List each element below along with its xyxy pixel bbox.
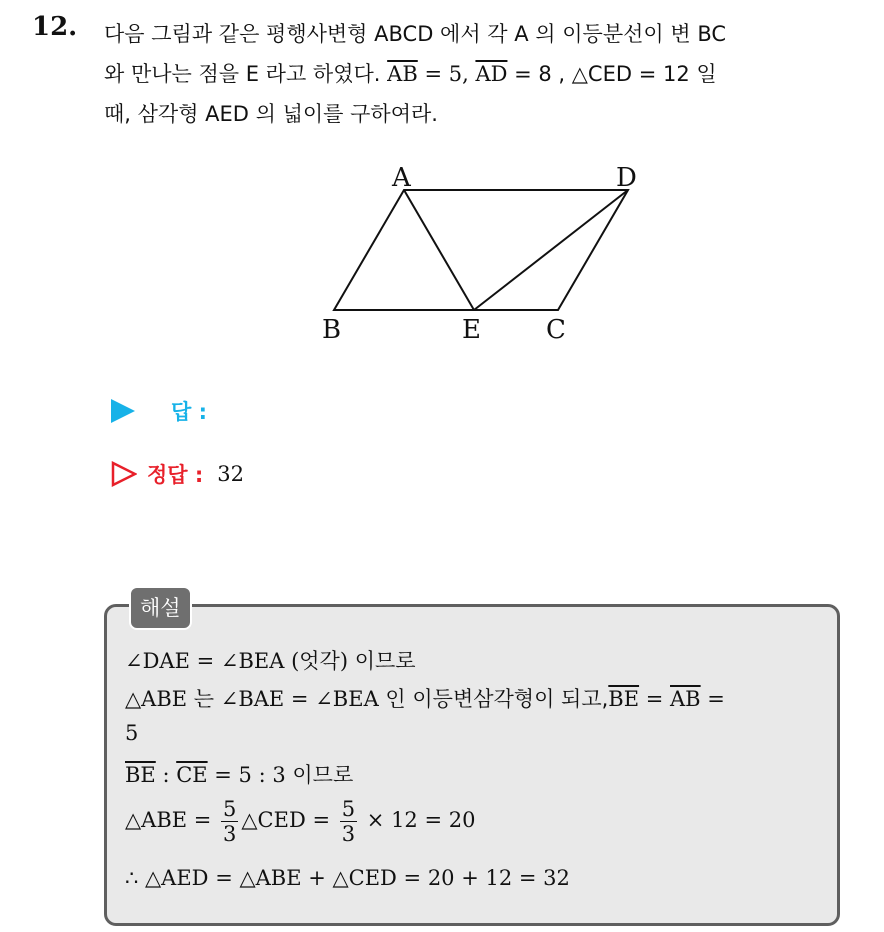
question-line-2-a: 와 만나는 점을 E 라고 하였다. <box>104 62 388 86</box>
segment-be: $\overline{BE}$ <box>608 687 640 711</box>
explanation-tag: 해설 <box>129 586 192 630</box>
correct-answer-value: 32 <box>217 462 245 486</box>
explanation-line-1-math: ∠DAE = ∠BEA (엇각) <box>125 649 349 673</box>
fraction-5-3: $\frac{5}{3}$ <box>223 797 237 847</box>
explanation-line-5 <box>125 797 475 846</box>
segment-ad: $\overline{AD}$ <box>475 62 508 86</box>
explanation-line-2-kr1: 는 <box>193 687 215 711</box>
explanation-line-4-kr: 이므로 <box>292 763 354 787</box>
fraction-5-3-b: $\frac{5}{3}$ <box>341 797 356 847</box>
vertex-label-d: D <box>616 163 637 193</box>
correct-answer-label: 정답 : <box>147 463 204 487</box>
play-triangle-icon <box>111 399 135 423</box>
question-text <box>104 14 864 134</box>
explanation-line-4-rest: = 5 : 3 <box>207 763 293 787</box>
explanation-line-5-c: × 12 = 20 <box>360 808 476 833</box>
explanation-line-2 <box>125 683 725 713</box>
explanation-line-3: 5 <box>125 721 139 745</box>
vertex-label-a: A <box>392 163 411 193</box>
segment-de <box>474 190 628 310</box>
outline-triangle-icon <box>111 461 137 487</box>
question-line-2-b: = 5, <box>417 62 476 86</box>
vertex-label-e: E <box>462 315 481 345</box>
answer-row <box>111 396 207 426</box>
question-line-1: 다음 그림과 같은 평행사변형 ABCD 에서 각 A 의 이등분선이 변 BC <box>104 22 727 46</box>
question-line-3: 때, 삼각형 AED 의 넓이를 구하여라. <box>104 102 438 126</box>
question-number: 12. <box>32 12 78 42</box>
segment-be-2: $\overline{BE}$ <box>125 763 156 787</box>
segment-ce: $\overline{CE}$ <box>176 763 208 787</box>
explanation-line-5-b: △CED = <box>241 808 337 833</box>
explanation-line-2-kr2: 인 이등변삼각형이 되고, <box>385 687 609 711</box>
correct-answer-row <box>111 459 244 489</box>
question-line-2 <box>104 54 864 94</box>
parallelogram-figure <box>310 160 670 350</box>
explanation-line-5-a: △ABE = <box>125 808 219 833</box>
explanation-line-1-kr: 이므로 <box>348 649 416 673</box>
question-line-2-c: = 8 , △CED = 12 일 <box>507 62 717 86</box>
explanation-line-2-tail: = <box>700 687 725 711</box>
segment-ab-2: $\overline{AB}$ <box>670 687 701 711</box>
explanation-line-1 <box>125 645 416 675</box>
parallelogram-abcd <box>334 190 628 310</box>
answer-label: 답 : <box>171 400 207 424</box>
vertex-label-b: B <box>322 315 342 345</box>
segment-ab: $\overline{AB}$ <box>387 62 418 86</box>
explanation-line-6: ∴ △AED = △ABE + △CED = 20 + 12 = 32 <box>125 866 570 890</box>
explanation-line-4 <box>125 759 353 789</box>
explanation-line-4-mid: : <box>155 763 177 787</box>
explanation-line-2-b: ∠BAE = ∠BEA <box>214 687 386 711</box>
explanation-line-2-eq: = <box>639 687 671 711</box>
vertex-label-c: C <box>546 315 566 345</box>
explanation-line-2-a: △ABE <box>125 687 194 711</box>
segment-ae <box>404 190 474 310</box>
